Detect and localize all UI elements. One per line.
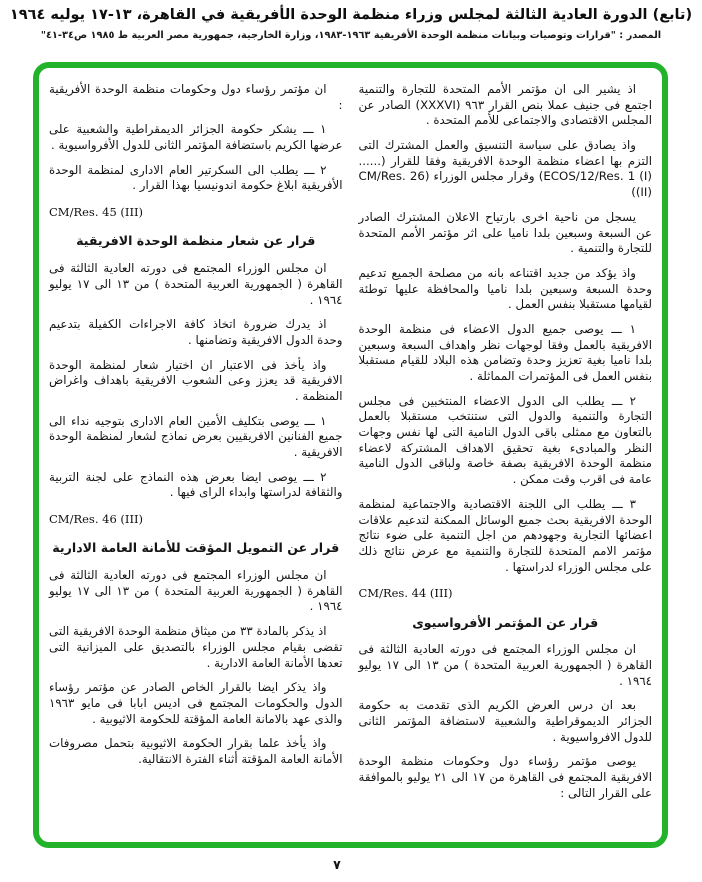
page-number: ٧ bbox=[333, 857, 341, 872]
resolution-ref: CM/Res. 44 (III) bbox=[358, 586, 453, 601]
paragraph: واذ يأخذ فى الاعتبار ان اختيار شعار لمنظمة الوحدة الافريقية قد يعزز وعى الشعوب الافريقية باهداف واغراض المنظمة . bbox=[49, 357, 343, 403]
paragraph: ٢ ـــ يوصى ايضا بعرض هذه النماذج على لجنة التربية والثقافة لدراستها وابداء الراى فيها . bbox=[49, 469, 343, 500]
resolution-ref: CM/Res. 45 (III) bbox=[49, 205, 144, 220]
paragraph: ١ ـــ يوصى جميع الدول الاعضاء فى منظمة الوحدة الافريقية بالعمل وفقا لوجهات نظر واهداف السبعة وسبعين بلدا ناميا بغية تعزيز وحدة وتضامن هذه البلاد للقيام مستقبلا بنفس العمل فى المؤتمرات المماثلة . bbox=[358, 321, 652, 383]
paragraph: ١ ـــ يشكر حكومة الجزائر الديمقراطية والشعبية على عرضها الكريم باستضافة المؤتمر الثانى للدول الأفرواسيوية . bbox=[49, 122, 343, 153]
paragraph: بعد ان درس العرض الكريم الذى تقدمت به حكومة الجزائر الديموقراطية والشعبية لاستضافة المؤتمر الثانى للدول الافرواسيوية . bbox=[358, 698, 652, 744]
paragraph: ٢ ـــ يطلب الى السكرتير العام الادارى لمنظمة الوحدة الأفريقية ابلاغ حكومة اندونيسيا بهذا القرار . bbox=[49, 162, 343, 193]
paragraph: ٢ ـــ يطلب الى الدول الاعضاء المنتخبين فى مجلس التجارة والتنمية والدول التى ستنتخب مستقبلا بالعمل بالتعاون مع ممثلى باقى الدول النامية التى لها نفس وجهات النظر والمبادىء بغية تحقيق الاهداف المشتركة لاعضاء منظمة الوحدة الافريقية بصفة خاصة ولباقى الدول النامية عامة فى اقرب وقت ممكن . bbox=[358, 393, 652, 487]
paragraph: واذ يؤكد من جديد اقتناعه بانه من مصلحة الجميع تدعيم وحدة السبعة وسبعين بلدا ناميا والمحافظة عليها توطئة لقيامها مستقبلا بنفس العمل . bbox=[358, 265, 652, 312]
column-right bbox=[359, 82, 653, 834]
paragraph: واذ يأخذ علما بقرار الحكومة الاثيوبية بتحمل مصروفات الأمانة العامة المؤقتة أثناء الفترة الانتقالية. bbox=[49, 736, 343, 766]
paragraph: اذ يذكر بالمادة ٣٣ من ميثاق منظمة الوحدة الافريقية التى تقضى بقيام مجلس الوزراء بالتصديق على الميزانية التى تعدها الأمانة العامة الادارية . bbox=[49, 624, 343, 670]
paragraph: ان مجلس الوزراء المجتمع فى دورته العادية الثالثة فى القاهرة ( الجمهورية العربية المتحدة ) من ١٣ الى ١٧ يوليو ١٩٦٤ . bbox=[49, 261, 343, 307]
paragraph: واذ يصادق على سياسة التنسيق والعمل المشترك التى التزم بها اعضاء منظمة الوحدة الافريقية وفقا للقرار (...... ECOS/12/Res. 1 (I)) وقرار مجلس الوزراء (CM/Res. 26 (II)) bbox=[358, 138, 652, 200]
paragraph: اذ يدرك ضرورة اتخاذ كافة الاجراءات الكفيلة بتدعيم وحدة الدول الافريقية وتضامنها . bbox=[49, 317, 343, 347]
resolution-ref: CM/Res. 46 (III) bbox=[49, 512, 144, 527]
paragraph: ١ ـــ يوصى بتكليف الأمين العام الادارى بتوجيه نداء الى جميع الفنانين الافريقيين بعرض نماذج لشعار لمنظمة الوحدة الافريقية . bbox=[49, 413, 343, 460]
paragraph: ان مجلس الوزراء المجتمع فى دورته العادية الثالثة فى القاهرة ( الجمهورية العربية المتحدة ) من ١٣ الى ١٧ يوليو ١٩٦٤ . bbox=[358, 642, 652, 688]
page-title: (تابع) الدورة العادية الثالثة لمجلس وزراء منظمة الوحدة الأفريقية في القاهرة، ١٣-١٧ يوليه ١٩٦٤ bbox=[9, 7, 693, 23]
source-line: المصدر : "قرارات وتوصيات وبيانات منظمة الوحدة الأفريقية ١٩٦٣-١٩٨٣، وزارة الخارجية، جمهورية مصر العربية ط ١٩٨٥ ص٣٤-٤١" bbox=[40, 30, 662, 41]
paragraph: يسجل من ناحية اخرى بارتياح الاعلان المشترك الصادر عن السبعة وسبعين بلدا ناميا على اثر مؤتمر الأمم المتحدة للتجارة والتنمية . bbox=[358, 209, 652, 256]
section-heading: قرار عن شعار منظمة الوحدة الافريقية bbox=[76, 233, 316, 249]
section-heading: قرار عن المؤتمر الأفرواسيوى bbox=[412, 614, 599, 630]
section-heading: قرار عن التمويل المؤقت للأمانة العامة الادارية bbox=[52, 540, 340, 556]
paragraph: ان مؤتمر رؤساء دول وحكومات منظمة الوحدة الأفريقية : bbox=[49, 82, 343, 112]
paragraph: يوصى مؤتمر رؤساء دول وحكومات منظمة الوحدة الافريقية المجتمع فى القاهرة من ١٧ الى ٢١ يوليو بالموافقة على القرار التالى : bbox=[358, 754, 652, 800]
document-header bbox=[0, 7, 702, 41]
paragraph: واذ يذكر ايضا بالقرار الخاص الصادر عن مؤتمر رؤساء الدول والحكومات المجتمع فى اديس ابابا فى مايو ١٩٦٣ والذى عهد بالامانة العامة المؤقتة للحكومة الاثيوبية . bbox=[49, 680, 343, 726]
paragraph: ٣ ـــ يطلب الى اللجنة الاقتصادية والاجتماعية لمنظمة الوحدة الافريقية بحث جميع الوسائل الممكنة لتدعيم علاقات اعضائها التجارية وجهودهم من اجل التنمية على ضوء نتائج مؤتمر الامم المتحدة للتجارة والتنمية مع عرض نتائج ذلك على مجلس الوزراء لدراستها . bbox=[358, 496, 652, 574]
page-frame bbox=[33, 62, 668, 848]
column-left bbox=[49, 82, 343, 834]
paragraph: اذ يشير الى ان مؤتمر الأمم المتحدة للتجارة والتنمية اجتمع فى جنيف عملا بنص القرار ٩٦٣ (XXXVI) الصادر عن المجلس الاقتصادى والاجتماعى للأمم المتحدة . bbox=[358, 82, 652, 128]
paragraph: ان مجلس الوزراء المجتمع فى دورته العادية الثالثة فى القاهرة ( الجمهورية العربية المتحدة ) من ١٣ الى ١٧ يوليو ١٩٦٤ . bbox=[49, 568, 343, 614]
